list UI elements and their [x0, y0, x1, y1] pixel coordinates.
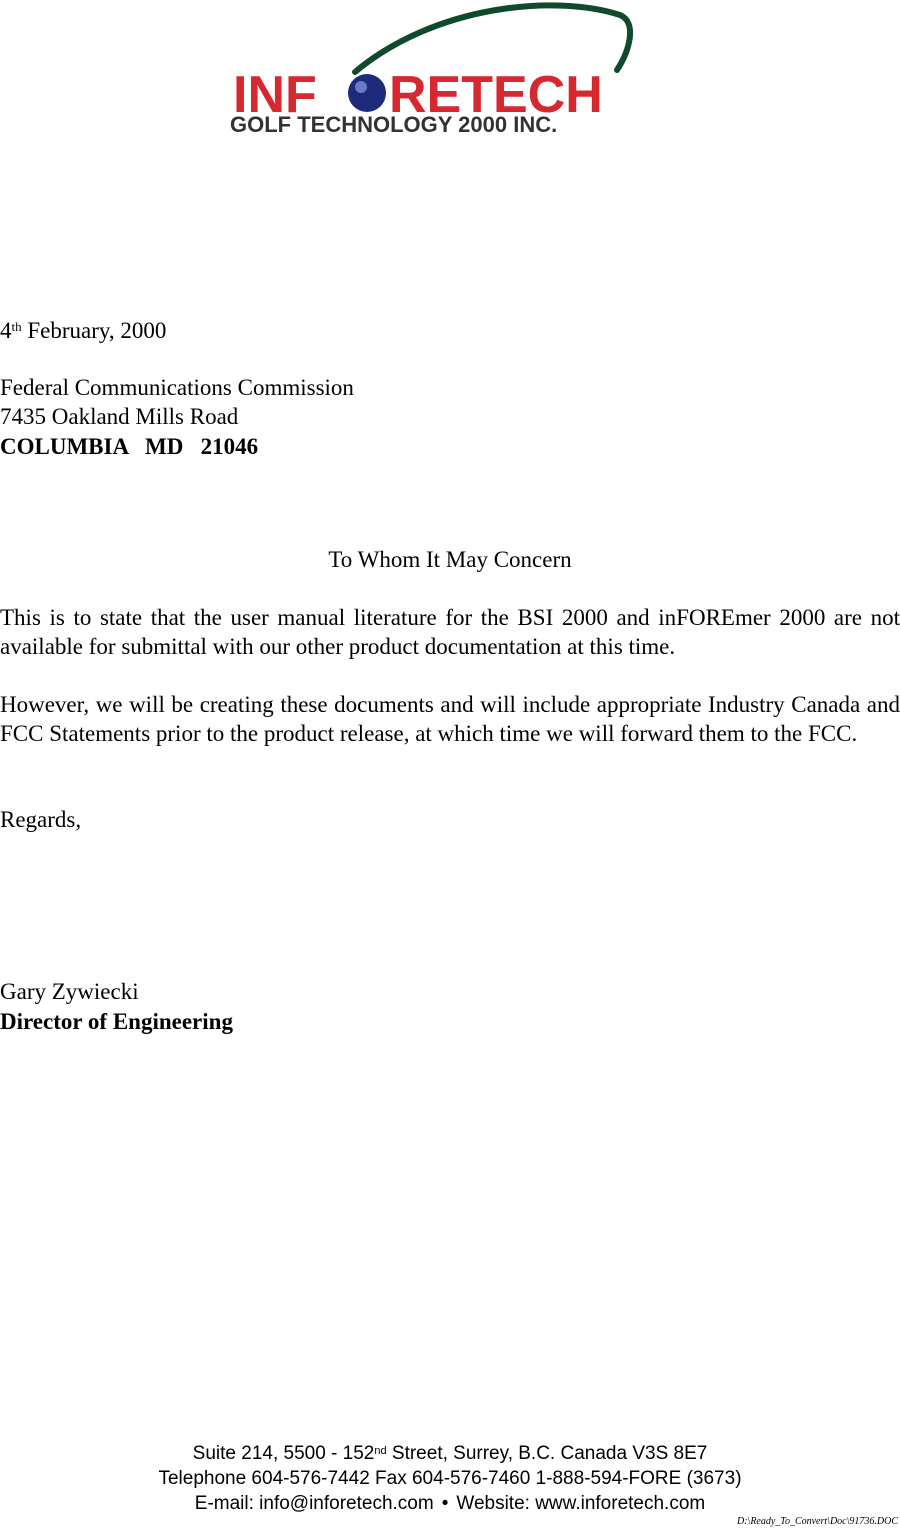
logo-brand-left: INF [233, 66, 317, 124]
address-sup: nd [374, 1445, 387, 1457]
company-logo [225, 0, 675, 150]
body-paragraph-1: This is to state that the user manual literature for the BSI 2000 and inFOREmer 2000 are not available for submittal with our other product documentation at this time. [0, 605, 900, 659]
recipient-street: 7435 Oakland Mills Road [0, 404, 239, 429]
footer-email: E-mail: info@inforetech.com [194, 1493, 434, 1514]
footer-website: Website: www.inforetech.com [456, 1493, 706, 1514]
file-path: D:\Ready_To_Convert\Doc\91736.DOC [736, 1516, 898, 1527]
salutation: To Whom It May Concern [328, 547, 572, 572]
letter-date [0, 316, 166, 345]
closing: Regards, [0, 807, 82, 832]
recipient-name: Federal Communications Commission [0, 375, 354, 400]
signer-name: Gary Zywiecki [0, 979, 139, 1004]
date-rest: February, 2000 [21, 318, 167, 343]
footer-contact [0, 1491, 900, 1516]
footer-address [0, 1441, 900, 1466]
bullet-separator: • [441, 1493, 449, 1514]
logo-graphic [225, 0, 675, 150]
body-paragraph-2: However, we will be creating these documents and will include appropriate Industry Canada and FCC Statements prior to the product release, at which time we will forward them to the FCC. [0, 692, 900, 746]
address-post: Street, Surrey, B.C. Canada V3S 8E7 [386, 1443, 708, 1464]
date-suffix: th [11, 319, 22, 334]
signer-title: Director of Engineering [0, 1009, 233, 1034]
date-day: 4 [0, 318, 12, 343]
recipient-city: COLUMBIA MD 21046 [0, 434, 259, 459]
logo-tagline: GOLF TECHNOLOGY 2000 INC. [230, 112, 558, 137]
logo-brand-right: RETECH [389, 66, 603, 124]
footer-phone: Telephone 604-576-7442 Fax 604-576-7460 1-888-594-FORE (3673) [158, 1468, 742, 1489]
address-pre: Suite 214, 5500 - 152 [192, 1443, 375, 1464]
